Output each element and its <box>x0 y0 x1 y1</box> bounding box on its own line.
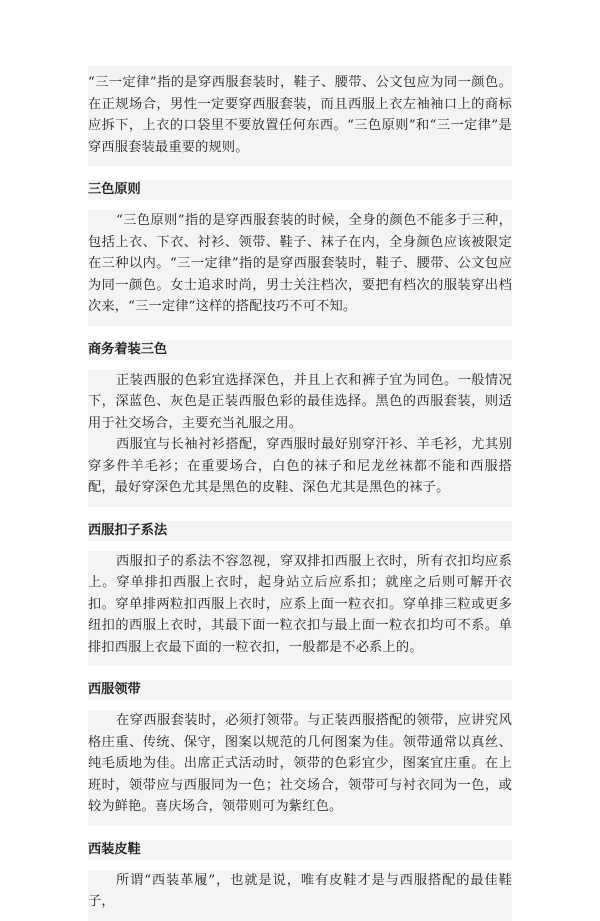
section-three-color-principle <box>88 210 512 326</box>
section-heading-suit-buttons: 西服扣子系法 <box>88 521 512 541</box>
intro-block <box>88 66 512 166</box>
paragraph: 正装西服的色彩宜选择深色，并且上衣和裤子宜为同色。一般情况下，深蓝色、灰色是正装西服色彩的最佳选择。黑色的西服套装，则适用于社交场合，主要充当礼服之用。 <box>88 370 512 435</box>
section-suit-shoes <box>88 870 512 921</box>
document-page <box>88 66 512 921</box>
paragraph: 西服扣子的系法不容忽视，穿双排扣西服上衣时，所有衣扣均应系上。穿单排扣西服上衣时，起身站立后应系扣；就座之后则可解开衣扣。穿单排两粒扣西服上衣时，应系上面一粒衣扣。穿单排三粒或更多纽扣的西服上衣时，其最下面一粒衣扣与最上面一粒衣扣均可不系。单排扣西服上衣最下面的一粒衣扣，一般都是不必系上的。 <box>88 551 512 659</box>
section-suit-buttons <box>88 551 512 667</box>
section-suit-tie <box>88 710 512 826</box>
section-heading-suit-shoes: 西装皮鞋 <box>88 840 512 860</box>
paragraph: 所谓“西装革履”，也就是说，唯有皮鞋才是与西服搭配的最佳鞋子， <box>88 870 512 913</box>
paragraph: “三色原则”指的是穿西服套装的时候，全身的颜色不能多于三种，包括上衣、下衣、衬衫、领带、鞋子、袜子在内，全身颜色应该被限定在三种以内。“三一定律”指的是穿西服套装时，鞋子、腰带、公文包应为同一颜色。女士追求时尚，男士关注档次，要把有档次的服装穿出档次来，“三一定律”这样的搭配技巧不可不知。 <box>88 210 512 318</box>
section-business-attire-colors <box>88 370 512 507</box>
paragraph: 在穿西服套装时，必须打领带。与正装西服搭配的领带，应讲究风格庄重、传统、保守，图案以规范的几何图案为佳。领带通常以真丝、纯毛质地为佳。出席正式活动时，领带的色彩宜少，图案宜庄重。在上班时，领带应与西服同为一色；社交场合，领带可与衬衣同为一色，或较为鲜艳。喜庆场合，领带则可为紫红色。 <box>88 710 512 818</box>
section-heading-suit-tie: 西服领带 <box>88 680 512 700</box>
paragraph: 西服宜与长袖衬衫搭配，穿西服时最好别穿汗衫、羊毛衫，尤其别穿多件羊毛衫；在重要场合，白色的袜子和尼龙丝袜都不能和西服搭配，最好穿深色尤其是黑色的皮鞋、深色尤其是黑色的袜子。 <box>88 434 512 499</box>
intro-paragraph: “三一定律”指的是穿西服套装时，鞋子、腰带、公文包应为同一颜色。 在正规场合，男性一定要穿西服套装，而且西服上衣左袖袖口上的商标应拆下，上衣的口袋里不要放置任何东西。“三色原则”和“三一定律”是穿西服套装最重要的规则。 <box>88 66 512 158</box>
section-heading-business-attire-colors: 商务着装三色 <box>88 340 512 360</box>
section-heading-three-color-principle: 三色原则 <box>88 180 512 200</box>
